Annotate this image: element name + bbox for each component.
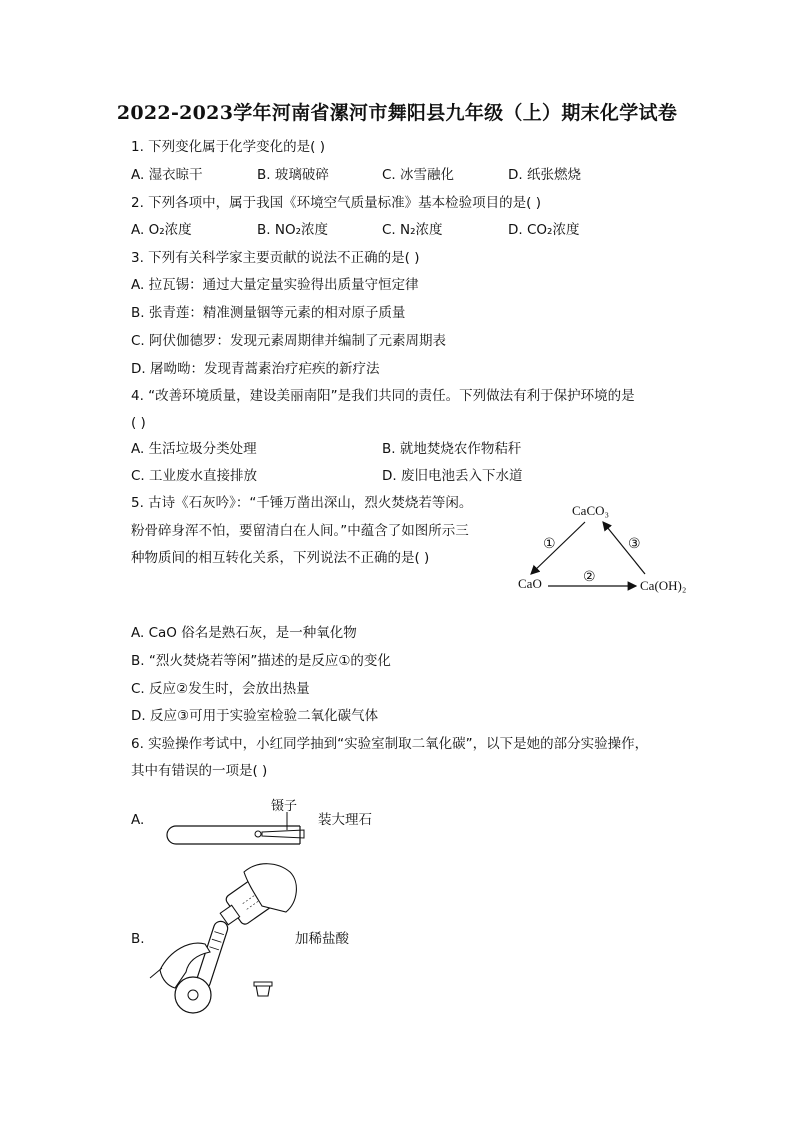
- question-5-stem-line3: 种物质间的相互转化关系，下列说法不正确的是( ): [131, 550, 430, 566]
- q2-option-a: A. O₂浓度: [131, 222, 192, 238]
- question-2-stem: 2. 下列各项中，属于我国《环境空气质量标准》基本检验项目的是( ): [131, 195, 541, 211]
- q3-option-c: C. 阿伏伽德罗：发现元素周期律并编制了元素周期表: [131, 333, 447, 349]
- q6-tweezers-label: 镊子: [271, 799, 298, 814]
- diagram-label-caoh2: Ca(OH)₂: [640, 578, 687, 593]
- q4-option-a: A. 生活垃圾分类处理: [131, 441, 257, 457]
- q3-option-a: A. 拉瓦锡：通过大量定量实验得出质量守恒定律: [131, 277, 419, 293]
- q6-option-b-caption: 加稀盐酸: [295, 931, 349, 947]
- q5-option-b: B. “烈火焚烧若等闲”描述的是反应①的变化: [131, 653, 391, 669]
- q1-option-c: C. 冰雪融化: [382, 167, 455, 183]
- diagram-reaction-2-label: ②: [583, 569, 596, 585]
- q5-option-c: C. 反应②发生时，会放出热量: [131, 681, 310, 697]
- q1-option-b: B. 玻璃破碎: [257, 167, 329, 183]
- question-6-stem-line2: 其中有错误的一项是( ): [131, 763, 268, 779]
- q1-option-a: A. 湿衣晾干: [131, 167, 203, 183]
- question-4-stem-line1: 4. “改善环境质量，建设美丽南阳”是我们共同的责任。下列做法有利于保护环境的是: [131, 388, 635, 404]
- q1-option-d: D. 纸张燃烧: [508, 167, 581, 183]
- q2-option-c: C. N₂浓度: [382, 222, 443, 238]
- q4-option-d: D. 废旧电池丢入下水道: [382, 468, 523, 484]
- diagram-reaction-1-label: ①: [543, 536, 556, 552]
- question-1-stem: 1. 下列变化属于化学变化的是( ): [131, 139, 325, 155]
- q3-option-b: B. 张青莲：精准测量铟等元素的相对原子质量: [131, 305, 406, 321]
- question-6-stem-line1: 6. 实验操作考试中，小红同学抽到“实验室制取二氧化碳”，以下是她的部分实验操作，: [131, 736, 649, 752]
- q2-option-b: B. NO₂浓度: [257, 222, 328, 238]
- q4-option-b: B. 就地焚烧农作物秸秆: [382, 441, 522, 457]
- q3-option-d: D. 屠呦呦：发现青蒿素治疗疟疾的新疗法: [131, 361, 380, 377]
- question-4-stem-line2: ( ): [131, 415, 146, 431]
- q4-option-c: C. 工业废水直接排放: [131, 468, 258, 484]
- q6-option-b-letter: B.: [131, 931, 145, 947]
- page-title: 2022-2023学年河南省漯河市舞阳县九年级（上）期末化学试卷: [116, 102, 678, 124]
- diagram-label-cao: CaO: [518, 576, 542, 591]
- q5-option-a: A. CaO 俗名是熟石灰，是一种氧化物: [131, 625, 357, 641]
- q5-option-d: D. 反应③可用于实验室检验二氧化碳气体: [131, 708, 379, 724]
- q6-option-a-caption: 装大理石: [318, 812, 372, 828]
- question-3-stem: 3. 下列有关科学家主要贡献的说法不正确的是( ): [131, 250, 420, 266]
- q2-option-d: D. CO₂浓度: [508, 222, 580, 238]
- diagram-label-caco3: CaCO₃: [572, 503, 610, 518]
- q6-option-a-letter: A.: [131, 812, 145, 828]
- diagram-reaction-3-label: ③: [628, 536, 641, 552]
- question-5-stem-line2: 粉骨碎身浑不怕，要留清白在人间。”中蕴含了如图所示三: [131, 523, 469, 539]
- question-5-stem-line1: 5. 古诗《石灰吟》：“千锤万凿出深山，烈火焚烧若等闲。: [131, 495, 473, 511]
